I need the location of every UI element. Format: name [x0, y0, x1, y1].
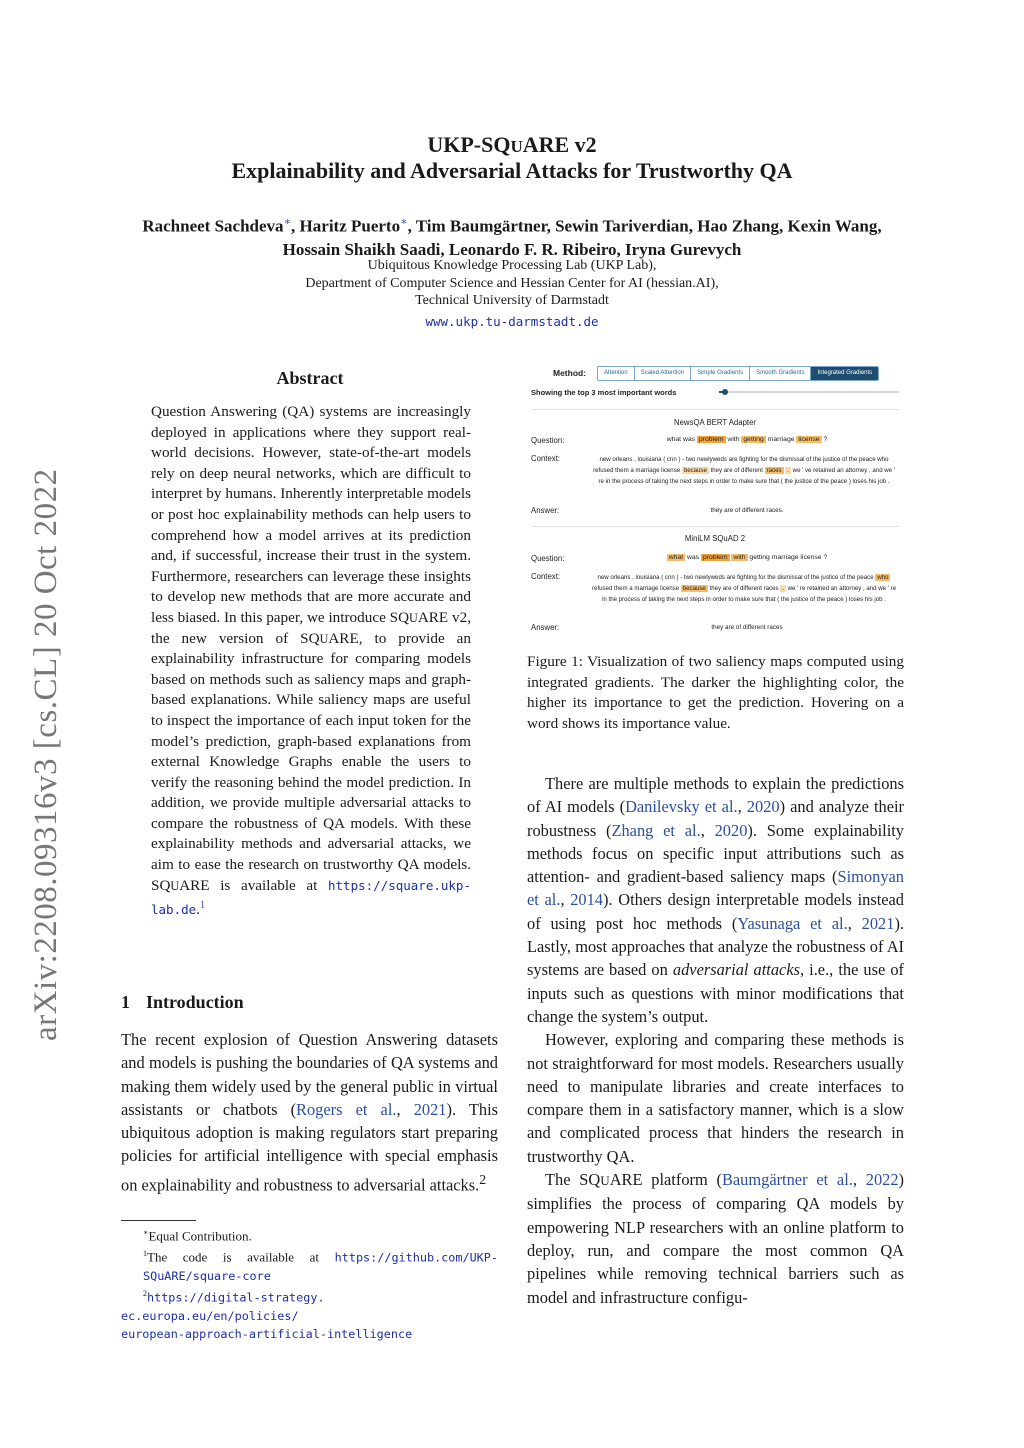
right-column-text	[527, 772, 904, 1309]
salient-token[interactable]: .	[787, 467, 789, 475]
method-selector[interactable]	[597, 366, 879, 381]
salient-token[interactable]: problem	[702, 554, 728, 561]
salient-token[interactable]: with	[733, 554, 746, 561]
method-tab-attention[interactable]: Attention	[598, 367, 635, 380]
context-saliency: new orleans , louisiana ( cnn ) - two newlyweds are fighting for the dismissal of the justice of the peace who refused them a marriage license because they are of different races . we ' re retained an attorney , and we ' re in the process of taking the next steps in order to make sure that ( the justice of the peace ) loses his job .	[592, 574, 896, 604]
question-saliency: what was problem with getting marriage license ?	[668, 554, 828, 561]
answer-text: they are of different races	[711, 624, 783, 631]
policy-link-cont[interactable]: ec.europa.eu/en/policies/	[121, 1308, 299, 1323]
introduction-text: The recent explosion of Question Answering datasets and models is pushing the boundaries of QA systems and making them widely used by the general public in virtual assistants or chatbots (Rogers et al., 2021). This ubiquitous adoption is making regulators start preparing policies for artificial intelligence with special emphasis on explainability and robustness to adversarial attacks.$^2$	[121, 1030, 499, 1195]
method-tab-smooth-gradients[interactable]: Smooth Gradients	[750, 367, 811, 380]
method-tab-simple-gradients[interactable]: Simple Gradients	[691, 367, 750, 380]
salient-token[interactable]: what	[668, 554, 684, 561]
context-saliency: new orleans , louisiana ( cnn ) - two newlyweds are fighting for the dismissal of the justice of the peace who refused them a marriage license because they are of different races . we ' ve retained an attorney , and we ' re in the process of taking the next steps in order to make sure that ( the justice of the peace ) loses his job .	[593, 456, 895, 486]
method-tab-scaled-attention[interactable]: Scaled Attention	[635, 367, 691, 380]
citation-year-link[interactable]: 2022	[865, 1170, 899, 1190]
model-name: NewsQA BERT Adapter	[673, 418, 757, 427]
method-label: Method:	[553, 368, 587, 378]
affiliation-line: Technical University of Darmstadt	[415, 293, 609, 308]
citation-year-link[interactable]: 2014	[570, 890, 603, 910]
citation-year-link[interactable]: 2020	[746, 797, 780, 817]
question-saliency: what was problem with getting marriage license ?	[666, 436, 828, 443]
citation-link[interactable]: Rogers et al.	[296, 1099, 397, 1119]
salient-token[interactable]: because	[683, 467, 707, 475]
arxiv-identifier: arXiv:2208.09316v3 [cs.CL] 20 Oct 2022	[28, 468, 64, 1042]
figure-caption: Figure 1: Visualization of two saliency maps computed using integrated gradients. The darker the highlighting color, the higher its importance to get the prediction. Hovering on a word shows its importance value.	[527, 653, 904, 732]
salient-token[interactable]: races	[766, 467, 782, 475]
paper-title-line1: UKP-SQUARE v2	[427, 132, 597, 157]
citation-link[interactable]: Simonyan et al.	[527, 867, 904, 910]
citation-year-link[interactable]: 2021	[861, 913, 895, 933]
footnote-equal-contribution: ∗Equal Contribution.	[143, 1228, 252, 1244]
paper-title-line2: Explainability and Adversarial Attacks for Trustworthy QA	[231, 158, 793, 183]
model-name: MiniLM SQuAD 2	[684, 534, 746, 543]
salient-token[interactable]: .	[782, 585, 784, 593]
citation-link[interactable]: Yasunaga et al.	[737, 913, 848, 933]
affiliation-line: Ubiquitous Knowledge Processing Lab (UKP Lab),	[367, 258, 657, 273]
divider	[531, 526, 899, 527]
abstract-heading: Abstract	[276, 368, 344, 388]
citation-year-link[interactable]: 2021	[413, 1099, 447, 1119]
salient-token[interactable]: getting	[743, 436, 764, 443]
footnote-2: $^2$https://digital-strategy.	[143, 1289, 325, 1305]
context-label: Context:	[531, 572, 561, 581]
top-k-slider[interactable]	[719, 391, 899, 393]
question-label: Question:	[531, 554, 565, 563]
salient-token[interactable]: license	[798, 436, 820, 443]
github-link[interactable]: https://github.com/UKP-SQuARE/square-core	[143, 1250, 498, 1283]
context-label: Context:	[531, 454, 561, 463]
policy-link[interactable]: https://digital-strategy.	[147, 1290, 325, 1305]
footnote-1: $^1$The code is available at https://github.com/UKP-SQuARE/square-core	[143, 1248, 498, 1283]
author-list: Rachneet Sachdeva∗, Haritz Puerto∗, Tim Baumgärtner, Sewin Tariverdian, Hao Zhang, Kexin Wang, Hossain Shaikh Saadi, Leonardo F. R. Ribeiro, Iryna Gurevych	[142, 216, 882, 259]
citation-link[interactable]: Baumgärtner et al.	[721, 1170, 853, 1190]
answer-label: Answer:	[531, 623, 560, 632]
slider-handle[interactable]	[722, 389, 728, 395]
salient-token[interactable]: because	[682, 585, 706, 593]
affiliation-line: Department of Computer Science and Hessian Center for AI (hessian.AI),	[305, 276, 719, 291]
citation-link[interactable]: Danilevsky et al.	[625, 797, 738, 817]
footnote-2-cont	[121, 1325, 498, 1344]
salient-token[interactable]: problem	[698, 436, 724, 443]
divider	[531, 409, 899, 410]
paragraph: There are multiple methods to explain the predictions of AI models (Danilevsky et al., 2020) and analyze their robustness (Zhang et al., 2020). Some explainability methods focus on specific input attributions such as attention- and gradient-based saliency maps (Simonyan et al., 2014). Others design interpretable models instead of using post hoc methods (Yasunaga et al., 2021). Lastly, most approaches that analyze the robustness of AI systems are based on adversarial attacks, i.e., the use of inputs such as questions with minor modifications that change the system’s output.	[527, 774, 905, 1026]
section-heading-introduction: 1 Introduction	[121, 992, 244, 1012]
paragraph: The SQUARE platform (Baumgärtner et al., 2022) simplifies the process of comparing QA models by empowering NLP researchers with an online platform to deploy, run, and compare the most common QA pipelines while removing technical barriers such as model and infrastructure configu-	[527, 1170, 904, 1307]
figure-saliency-maps	[527, 364, 903, 642]
abstract-text: Question Answering (QA) systems are increasingly deployed in applications where they support real-world decisions. However, state-of-the-art models rely on deep neural networks, which are difficult to interpret by humans. Inherently interpretable models or post hoc explainability methods can help users to comprehend how a model arrives at its prediction and, if successful, increase their trust in the system. Furthermore, researchers can leverage these insights to develop new methods that are more accurate and less biased. In this paper, we introduce SQUARE v2, the new version of SQUARE, to provide an explainability infrastructure for comparing models based on methods such as saliency maps and graph-based explanations. While saliency maps are useful to inspect the importance of each input token for the model’s prediction, graph-based explanations from external Knowledge Graphs enable the users to verify the reasoning behind the model prediction. In addition, we provide multiple adversarial attacks to compare the robustness of QA models. With these explainability methods and adversarial attacks, we aim to ease the research on trustworthy QA models. SQUARE is available at https://square.ukp-lab.de.$^1$	[151, 403, 471, 919]
salient-token[interactable]: who	[877, 574, 889, 581]
answer-label: Answer:	[531, 506, 560, 515]
top-k-label: Showing the top 3 most important words	[531, 388, 677, 397]
policy-link-cont[interactable]: european-approach-artificial-intelligence	[121, 1327, 413, 1342]
footnotes	[121, 1224, 498, 1344]
citation-link[interactable]: Zhang et al.	[611, 820, 701, 840]
website-link[interactable]: www.ukp.tu-darmstadt.de	[425, 314, 599, 329]
square-url-link[interactable]: https://square.ukp-lab.de	[151, 877, 471, 918]
footnote-2-cont	[121, 1307, 498, 1326]
method-tab-integrated-gradients[interactable]: Integrated Gradients	[811, 367, 878, 380]
question-label: Question:	[531, 436, 565, 445]
footnote-divider	[121, 1220, 196, 1221]
citation-year-link[interactable]: 2020	[714, 820, 748, 840]
paragraph: However, exploring and comparing these methods is not straightforward for most models. Researchers usually need to manipulate libraries and create interfaces to compare them in a satisfactory manner, which is a slow and complicated process that hinders the research in trustworthy QA.	[527, 1030, 904, 1166]
answer-text: they are of different races.	[710, 507, 784, 514]
